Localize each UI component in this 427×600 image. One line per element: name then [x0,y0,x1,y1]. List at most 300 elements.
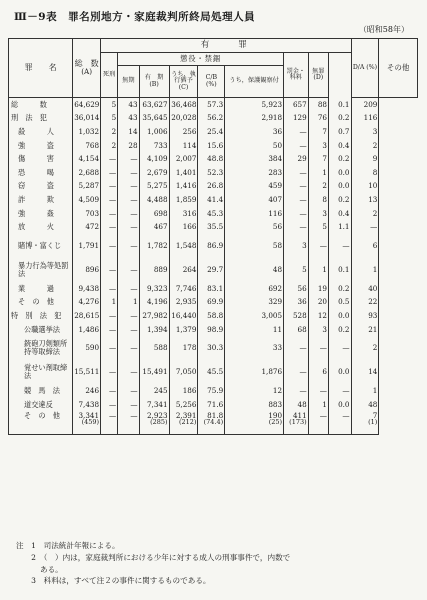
cell-value: 40 [368,283,378,293]
cell-da [328,220,351,234]
cell-value: 528 [292,310,307,320]
cell-total [73,207,101,221]
cell-value: 63,627 [142,99,168,109]
cell-value: 6 [372,240,378,250]
cell-fine [284,398,309,412]
cell-other [351,139,379,153]
cell-value: 2 [372,343,378,353]
cell-value: 52.3 [207,167,224,177]
cell-value: — [108,410,117,420]
cell-value: 407 [268,194,283,204]
cell-prob [225,336,284,360]
cell-value: 16,440 [171,310,197,320]
cell-value: — [108,240,117,250]
cell-acq [308,180,328,194]
row-label: 銃砲刀剣類所持等取締法 [9,336,73,360]
cell-juvenile-value: (212) [178,418,197,427]
cell-value: 2,679 [146,167,168,177]
cell-value: — [319,240,327,250]
cell-total [73,98,101,112]
cell-life [118,398,139,412]
cell-value: 5 [111,113,117,123]
cell-value: 246 [85,386,100,396]
cell-other [351,112,379,126]
cell-value: 1,486 [78,324,100,334]
cell-value: 0.0 [338,399,350,409]
cell-value: 889 [153,264,168,274]
cell-total [73,193,101,207]
row-label: 公職選挙法 [9,323,73,337]
cell-da [328,296,351,310]
cell-death [101,98,118,112]
cell-value: 467 [153,222,168,232]
header-fixed-label: 有 期 [144,74,164,81]
cell-value: — [299,222,307,232]
cell-other [351,258,379,282]
cell-value: 8 [322,194,327,204]
row-label: 窃 盗 [9,180,73,194]
cell-cb [198,384,225,398]
cell-life [118,234,139,258]
cell-value: 25.4 [207,127,224,137]
row-label: 放 火 [9,220,73,234]
cell-acq [308,309,328,323]
disposition-table [8,38,418,435]
cell-prob [225,282,284,296]
footnote-2-cont: ある。 [40,564,63,574]
cell-fixed [139,193,169,207]
cell-fine [284,98,309,112]
cell-value: — [299,181,307,191]
cell-value: 3 [372,127,378,137]
cell-death [101,282,118,296]
row-label: 競 馬 法 [9,384,73,398]
cell-value: 28,615 [74,310,100,320]
cell-life [118,412,139,435]
cell-total [73,152,101,166]
cell-susp [169,282,198,296]
cell-value: 20,028 [171,113,197,123]
cell-da [328,412,351,435]
cell-fixed [139,258,169,282]
cell-susp [169,234,198,258]
cell-total [73,360,101,384]
cell-value: — [130,324,138,334]
cell-value: — [342,343,350,353]
header-total-label: 総 数 [74,58,99,68]
cell-da [328,309,351,323]
cell-value: 81.8 [207,410,224,420]
cell-fine [284,282,309,296]
cell-value: 48 [272,264,283,274]
cell-value: 0.2 [338,194,350,204]
cell-total [73,323,101,337]
cell-fixed [139,125,169,139]
cell-value: — [319,410,327,420]
cell-value: — [299,167,307,177]
cell-value: 657 [292,99,307,109]
cell-juvenile-value: (285) [150,418,168,427]
cell-acq [308,412,328,435]
cell-death [101,309,118,323]
cell-value: 15,491 [142,367,168,377]
cell-death [101,220,118,234]
cell-death [101,139,118,153]
cell-value: — [108,154,117,164]
cell-value: 590 [85,343,100,353]
cell-susp [169,139,198,153]
cell-value: 1 [133,297,138,307]
cell-acq [308,336,328,360]
cell-death [101,323,118,337]
header-penal: 懲役・禁錮 [118,53,284,66]
cell-value: 13 [368,194,378,204]
cell-value: 2 [111,127,117,137]
cell-other [351,360,379,384]
cell-cb [198,398,225,412]
row-label: 刑 法 犯 [9,112,73,126]
cell-value: — [319,386,327,396]
cell-value: 0.2 [338,113,350,123]
cell-prob [225,234,284,258]
cell-other [351,207,379,221]
cell-value: 4,509 [78,194,100,204]
cell-da [328,258,351,282]
cell-value: 256 [182,127,197,137]
header-fine: 罰金・科料 [284,53,309,98]
cell-value: — [108,264,117,274]
cell-death [101,207,118,221]
cell-fine [284,180,309,194]
cell-cb [198,152,225,166]
cell-value: 5,256 [175,399,197,409]
cell-value: — [130,283,138,293]
cell-value: 3,005 [261,310,283,320]
table-row [9,207,418,221]
cell-acq [308,220,328,234]
cell-susp [169,336,198,360]
cell-value: 1 [322,167,327,177]
cell-life [118,309,139,323]
cell-value: 7,438 [78,399,100,409]
cell-value: 1,859 [175,194,197,204]
cell-cb [198,296,225,310]
cell-value: 316 [182,208,197,218]
cell-fixed [139,282,169,296]
header-acquit [308,53,328,98]
cell-prob [225,180,284,194]
row-label: 特 別 法 犯 [9,309,73,323]
cell-cb [198,282,225,296]
cell-prob [225,360,284,384]
cell-value: 0.0 [338,181,350,191]
cell-acq [308,398,328,412]
cell-value: 83.1 [207,283,224,293]
cell-value: 58 [272,240,283,250]
cell-value: 76 [317,113,327,123]
cell-death [101,166,118,180]
cell-fine [284,323,309,337]
row-label: 詐 欺 [9,193,73,207]
cell-value: 1 [111,297,117,307]
cell-acq [308,139,328,153]
cell-value: 21 [368,324,378,334]
cell-total [73,282,101,296]
cell-value: 36 [272,127,283,137]
cell-da [328,112,351,126]
cell-prob [225,207,284,221]
cell-value: 1 [372,264,378,274]
cell-da [328,125,351,139]
cell-value: — [108,386,117,396]
cell-value: 7 [372,410,378,420]
cell-da [328,166,351,180]
cell-life [118,193,139,207]
cell-value: 5,287 [78,181,100,191]
cell-fine [284,152,309,166]
cell-death [101,193,118,207]
row-label: 賭博・富くじ [9,234,73,258]
cell-value: 329 [268,297,283,307]
cell-life [118,323,139,337]
cell-value: 1,379 [175,324,197,334]
row-label: そ の 他 [9,412,73,435]
cell-death [101,125,118,139]
cell-susp [169,398,198,412]
cell-death [101,234,118,258]
cell-prob [225,98,284,112]
row-label: 道交違反 [9,398,73,412]
cell-other [351,125,379,139]
cell-life [118,360,139,384]
cell-value: 1,394 [146,324,168,334]
cell-value: 6 [322,367,327,377]
cell-fine [284,258,309,282]
cell-value: — [319,343,327,353]
cell-prob [225,152,284,166]
cell-prob [225,412,284,435]
cell-value: 0.1 [338,264,350,274]
cell-total [73,336,101,360]
cell-juvenile-value: (25) [268,418,283,427]
cell-cb [198,258,225,282]
cell-value: 10 [368,181,378,191]
cell-other [351,220,379,234]
cell-value: 703 [85,208,100,218]
cell-value: 245 [153,386,168,396]
cell-life [118,152,139,166]
cell-cb [198,360,225,384]
cell-total [73,309,101,323]
cell-other [351,98,379,112]
cell-value: 15.6 [207,140,224,150]
cell-life [118,125,139,139]
cell-total [73,258,101,282]
cell-value: — [108,222,117,232]
cell-juvenile-value: (173) [289,418,307,427]
cell-prob [225,139,284,153]
cell-other [351,166,379,180]
cell-susp [169,258,198,282]
row-label: 強 姦 [9,207,73,221]
cell-value: 5 [302,264,307,274]
cell-value: 411 [292,410,307,420]
cell-value: 1,876 [261,367,283,377]
cell-value: — [299,343,307,353]
cell-cb [198,207,225,221]
cell-life [118,98,139,112]
table-row [9,282,418,296]
header-other: その他 [379,39,418,98]
cell-life [118,220,139,234]
header-death: 死刑 [101,53,118,98]
cell-cb [198,139,225,153]
row-label: 業 過 [9,282,73,296]
cell-value: 2 [111,140,117,150]
cell-value: 1.1 [338,222,350,232]
cell-value: 4,488 [146,194,168,204]
cell-value: 0.2 [338,283,350,293]
cell-other [351,336,379,360]
cell-da [328,180,351,194]
cell-other [351,412,379,435]
cell-value: — [342,410,350,420]
cell-value: 0.4 [338,140,350,150]
cell-value: 45.5 [207,367,224,377]
cell-value: — [130,181,138,191]
cell-total [73,166,101,180]
cell-value: 2 [322,181,327,191]
cell-susp [169,125,198,139]
cell-susp [169,309,198,323]
header-acquit-label: 無罪 [312,67,325,75]
cell-acq [308,360,328,384]
cell-susp [169,166,198,180]
table-row [9,112,418,126]
cell-value: — [299,367,307,377]
cell-value: 1,401 [175,167,197,177]
cell-fixed [139,207,169,221]
cell-death [101,336,118,360]
cell-value: — [108,283,117,293]
header-suspended-label: うち，執行猶予 [171,70,196,85]
cell-value: — [108,208,117,218]
cell-fixed [139,398,169,412]
cell-value: 86.9 [207,240,224,250]
cell-value: 56 [272,222,283,232]
cell-value: 116 [363,113,378,123]
cell-death [101,152,118,166]
table-row [9,258,418,282]
cell-fine [284,112,309,126]
cell-cb [198,193,225,207]
cell-other [351,282,379,296]
cell-value: 14 [128,127,138,137]
cell-value: 5,923 [261,99,283,109]
cell-fixed [139,412,169,435]
table-row [9,152,418,166]
cell-life [118,112,139,126]
cell-value: 733 [153,140,168,150]
cell-value: — [130,367,138,377]
cell-value: 7,341 [146,399,168,409]
cell-acq [308,125,328,139]
cell-susp [169,384,198,398]
cell-cb [198,309,225,323]
cell-susp [169,360,198,384]
cell-value: 2,391 [175,410,197,420]
cell-life [118,384,139,398]
cell-value: 1,791 [78,240,100,250]
cell-value: 698 [153,208,168,218]
cell-value: 2 [372,208,378,218]
cell-value: 35.5 [207,222,224,232]
cell-total [73,220,101,234]
cell-value: — [299,140,307,150]
row-label: 覚せい剤取締法 [9,360,73,384]
cell-da [328,139,351,153]
cell-fixed [139,296,169,310]
cell-fine [284,207,309,221]
era-label: （昭和58年） [358,25,409,34]
cell-value: 1,006 [146,127,168,137]
cell-cb [198,412,225,435]
table-row [9,296,418,310]
cell-value: 22 [368,297,378,307]
cell-susp [169,112,198,126]
cell-value: 58.8 [207,310,224,320]
cell-value: 116 [268,208,283,218]
cell-value: 93 [368,310,378,320]
cell-value: 20 [317,297,327,307]
cell-value: 472 [85,222,100,232]
cell-acq [308,193,328,207]
header-da-label: D/A (%) [352,63,378,71]
cell-value: — [130,264,138,274]
table-row [9,323,418,337]
table-row [9,180,418,194]
cell-value: — [130,208,138,218]
cell-da [328,323,351,337]
cell-prob [225,220,284,234]
cell-value: 0.2 [338,324,350,334]
cell-susp [169,98,198,112]
cell-value: — [108,324,117,334]
cell-value: — [108,343,117,353]
cell-cb [198,112,225,126]
cell-value: 129 [292,113,307,123]
header-crime: 罪 名 [9,39,73,98]
cell-value: — [108,167,117,177]
cell-total [73,139,101,153]
cell-total [73,412,101,435]
cell-value: 75.9 [207,386,224,396]
cell-value: 3 [322,324,327,334]
header-probation: うち，保護観察付 [225,66,284,98]
cell-value: — [108,310,117,320]
cell-value: 35,645 [142,113,168,123]
cell-fine [284,384,309,398]
footnotes [16,540,290,587]
cell-value: — [299,194,307,204]
cell-fixed [139,112,169,126]
cell-value: 1,782 [146,240,168,250]
cell-value: 2,688 [78,167,100,177]
cell-death [101,180,118,194]
cell-juvenile-value: (1) [368,418,378,427]
cell-value: 36,468 [171,99,197,109]
cell-value: 692 [268,283,283,293]
